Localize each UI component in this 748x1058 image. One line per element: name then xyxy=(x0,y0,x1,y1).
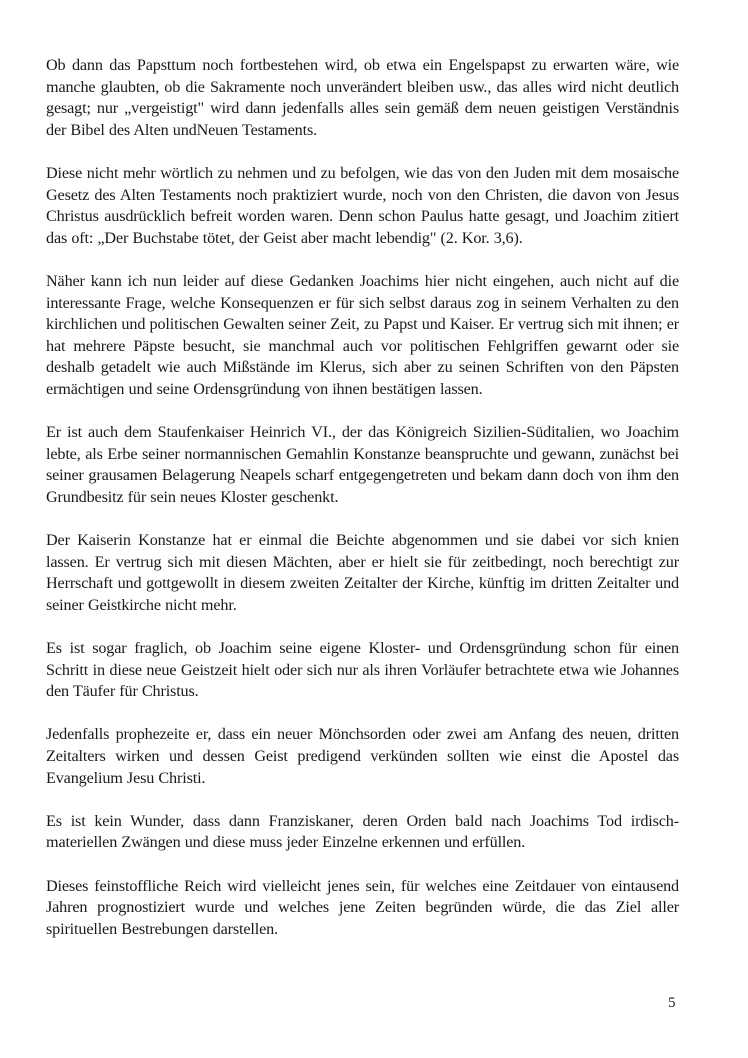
document-page xyxy=(46,55,679,962)
paragraph-feinstoffliches-reich: Dieses feinstoffliche Reich wird vielleicht jenes sein, für welches eine Zeitdauer von eintausend Jahren prognostiziert wurde und welches jene Zeiten begründen würde, die das Ziel aller spirituellen Bestrebungen darstellen. xyxy=(46,876,679,938)
paragraph-kaiserin-konstanze: Der Kaiserin Konstanze hat er einmal die Beichte abgenommen und sie dabei vor sich knien lassen. Er vertrug sich mit diesen Mächten, aber er hielt sie für zeitbedingt, noch berechtigt zur Herrschaft und gottgewollt in diesem zweiten Zeitalter der Kirche, künftig im dritten Zeitalter und seiner Geistkirche nicht mehr. xyxy=(46,531,679,614)
paragraph-prophezeiung: Jedenfalls prophezeite er, dass ein neuer Mönchsorden oder zwei am Anfang des neuen, dritten Zeitalters wirken und dessen Geist predigend verkünden sollten wie einst die Apostel das Evangelium Jesu Christi. xyxy=(46,725,679,787)
page-number: 5 xyxy=(668,995,676,1011)
paragraph-wortlich: Diese nicht mehr wörtlich zu nehmen und zu befolgen, wie das von den Juden mit dem mosaische Gesetz des Alten Testaments noch praktiziert wurde, noch von den Christen, die davon von Jesus Christus ausdrücklich befreit worden waren. Denn schon Paulus hatte gesagt, und Joachim zitiert das oft: „Der Buchstabe tötet, der Geist aber macht lebendig" (2. Kor. 3,6). xyxy=(46,163,679,247)
paragraph-papsttum: Ob dann das Papsttum noch fortbestehen wird, ob etwa ein Engelspapst zu erwarten wäre, wie manche glaubten, ob die Sakramente noch unverändert bleiben usw., das alles wird nicht deutlich gesagt; nur „vergeistigt" wird dann jedenfalls alles sein gemäß dem neuen geistigen Verständnis der Bibel des Alten undNeuen Testaments. xyxy=(46,56,679,139)
paragraph-staufenkaiser: Er ist auch dem Staufenkaiser Heinrich VI., der das Königreich Sizilien-Süditalien, wo Joachim lebte, als Erbe seiner normannischen Gemahlin Konstanze beanspruchte und gewann, zunächst bei seiner grausamen Belagerung Neapels scharf entgegengetreten und bekam dann doch von ihm den Grundbesitz für sein neues Kloster geschenkt. xyxy=(46,423,679,506)
paragraph-gedanken-joachims: Näher kann ich nun leider auf diese Gedanken Joachims hier nicht eingehen, auch nicht auf die interessante Frage, welche Konsequenzen er für sich selbst daraus zog in seinem Verhalten zu den kirchlichen und politischen Gewalten seiner Zeit, zu Papst und Kaiser. Er vertrug sich mit ihnen; er hat mehrere Päpste besucht, sie manchmal auch vor politischen Fehlgriffen gewarnt oder sie deshalb getadelt wie auch Mißstände im Klerus, sich aber zu seinen Schriften von den Päpsten ermächtigen und seine Ordensgründung von ihnen bestätigen lassen. xyxy=(46,271,679,398)
paragraph-ordensgruendung: Es ist sogar fraglich, ob Joachim seine eigene Kloster- und Ordensgründung schon für einen Schritt in diese neue Geistzeit hielt oder sich nur als ihren Vorläufer betrachtete etwa wie Johannes den Täufer für Christus. xyxy=(46,639,679,701)
paragraph-franziskaner: Es ist kein Wunder, dass dann Franziskaner, deren Orden bald nach Joachims Tod irdisch-materiellen Zwängen und diese muss jeder Einzelne erkennen und erfüllen. xyxy=(46,811,679,852)
